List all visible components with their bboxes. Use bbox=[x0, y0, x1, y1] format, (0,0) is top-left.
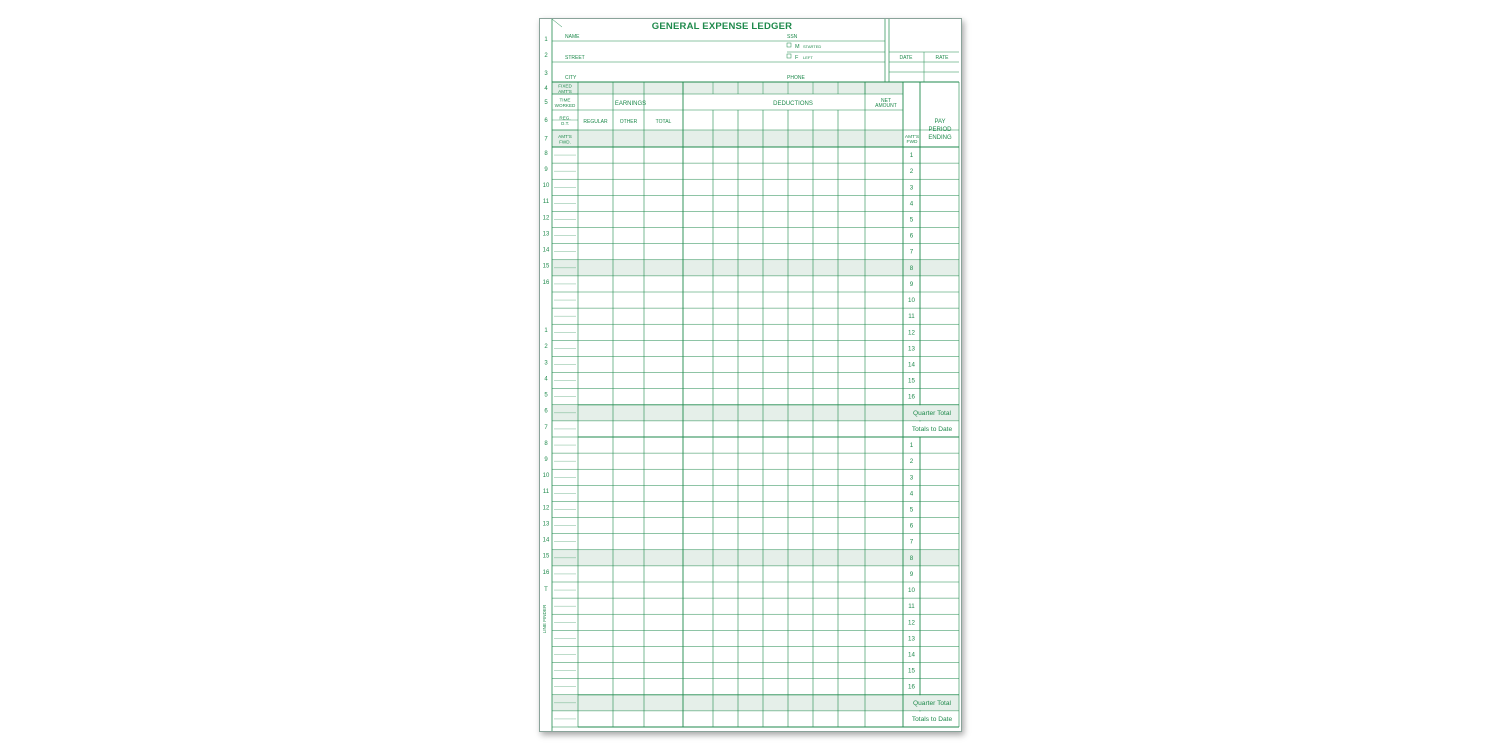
left-row-number: 8 bbox=[544, 440, 548, 447]
right-row-number: 6 bbox=[909, 232, 914, 240]
left-row-number: 10 bbox=[542, 473, 550, 480]
right-row-number: 2 bbox=[909, 168, 914, 176]
left-row-number: 2 bbox=[544, 344, 548, 351]
right-row-number: 11 bbox=[908, 313, 915, 321]
pay-period-header: PERIOD bbox=[928, 127, 952, 133]
pay-period-header: PAY bbox=[934, 119, 946, 125]
amts-fwd-header: AMT'S bbox=[904, 135, 920, 140]
right-row-number: 1 bbox=[909, 442, 914, 450]
right-row-number: 8 bbox=[909, 264, 914, 272]
left-row-number: 3 bbox=[544, 360, 548, 367]
right-row-number: 10 bbox=[908, 297, 915, 305]
right-row-number: 8 bbox=[909, 554, 914, 562]
city-label: CITY bbox=[565, 75, 577, 81]
female-label: F bbox=[795, 55, 799, 61]
left-row-number: 1 bbox=[544, 328, 548, 335]
ledger-sheet bbox=[539, 18, 962, 732]
male-label: M bbox=[795, 44, 800, 50]
name-label: NAME bbox=[565, 34, 580, 40]
form-title: GENERAL EXPENSE LEDGER bbox=[651, 21, 793, 32]
rate-label: RATE bbox=[935, 55, 949, 61]
left-row-number: 12 bbox=[542, 215, 550, 222]
net-amount-header: AMOUNT bbox=[875, 103, 897, 109]
left-row-number: 9 bbox=[544, 456, 548, 463]
right-row-number: 16 bbox=[908, 393, 915, 401]
left-row-number: 12 bbox=[542, 505, 550, 512]
row-label: AMT'S bbox=[558, 134, 572, 139]
checkbox-icon bbox=[787, 43, 791, 47]
right-row-number: 7 bbox=[909, 248, 914, 256]
earnings-header: EARNINGS bbox=[614, 101, 647, 107]
left-row-number: 13 bbox=[542, 521, 550, 528]
left-row-number: 9 bbox=[544, 166, 548, 173]
pay-period-header: ENDING bbox=[928, 135, 952, 141]
left-row-number: 11 bbox=[542, 199, 550, 206]
right-row-number: 6 bbox=[909, 522, 914, 530]
right-row-number: 5 bbox=[909, 216, 914, 224]
header-row-number: 1 bbox=[544, 37, 548, 43]
right-row-number: 2 bbox=[909, 458, 914, 466]
right-row-number: 13 bbox=[908, 345, 915, 353]
right-row-number: 3 bbox=[909, 474, 914, 482]
left-row-number: 15 bbox=[542, 553, 550, 560]
summary-label: Quarter Total bbox=[913, 699, 951, 707]
phone-label: PHONE bbox=[787, 75, 805, 81]
right-row-number: 14 bbox=[908, 361, 915, 369]
row-label: AMT'S bbox=[558, 89, 572, 94]
street-label: STREET bbox=[565, 55, 585, 61]
right-row-number: 13 bbox=[908, 635, 915, 643]
right-row-number: 10 bbox=[908, 587, 915, 595]
left-row-number: 8 bbox=[544, 150, 548, 157]
left-row-number: 14 bbox=[542, 247, 550, 254]
row-label: FWD. bbox=[559, 139, 571, 145]
right-row-number: 9 bbox=[909, 570, 914, 578]
right-row-number: 1 bbox=[909, 152, 914, 160]
amts-fwd-band bbox=[552, 130, 903, 147]
summary-label: Totals to Date bbox=[911, 715, 953, 723]
started-label: STARTED bbox=[803, 44, 822, 49]
row-label: FIXED bbox=[558, 83, 572, 89]
left-row-number: 15 bbox=[542, 263, 550, 270]
deductions-header: DEDUCTIONS bbox=[773, 101, 813, 107]
row-number-5: 5 bbox=[544, 100, 548, 106]
row-label: TIME bbox=[559, 97, 571, 103]
left-label: LEFT bbox=[803, 55, 813, 60]
right-row-number: 9 bbox=[909, 280, 914, 288]
left-row-number: 16 bbox=[542, 279, 550, 286]
right-row-number: 15 bbox=[908, 667, 915, 675]
row-number-6: 6 bbox=[544, 118, 548, 124]
left-row-number: 5 bbox=[544, 392, 548, 399]
left-row-number: 7 bbox=[544, 424, 548, 431]
left-row-number: 14 bbox=[542, 537, 550, 544]
left-row-number: 16 bbox=[542, 569, 550, 576]
row-label: O.T. bbox=[560, 121, 570, 126]
date-label: DATE bbox=[899, 55, 913, 61]
regular-header: REGULAR bbox=[583, 119, 608, 125]
left-row-number: 11 bbox=[542, 489, 550, 496]
right-row-number: 4 bbox=[909, 200, 914, 208]
ssn-label: SSN bbox=[787, 34, 798, 40]
right-row-number: 16 bbox=[908, 683, 915, 691]
net-amount-header: NET bbox=[881, 98, 891, 104]
left-row-number: 4 bbox=[544, 376, 548, 383]
header-row-number: 3 bbox=[544, 71, 548, 77]
left-row-number: 6 bbox=[544, 408, 548, 415]
fixed-amts-band bbox=[552, 82, 903, 94]
row-label: WORKED bbox=[554, 103, 576, 108]
right-row-number: 14 bbox=[908, 651, 915, 659]
line-finder-marker: T bbox=[544, 586, 548, 593]
right-row-number: 4 bbox=[909, 490, 914, 498]
right-row-number: 3 bbox=[909, 184, 914, 192]
other-header: OTHER bbox=[619, 119, 638, 125]
right-row-number: 5 bbox=[909, 506, 914, 514]
row-label: REG. bbox=[559, 115, 571, 121]
right-row-number: 11 bbox=[908, 603, 915, 611]
summary-label: Quarter Total bbox=[913, 409, 951, 417]
right-row-number: 15 bbox=[908, 377, 915, 385]
right-row-number: 12 bbox=[908, 329, 915, 337]
right-row-number: 7 bbox=[909, 538, 914, 546]
row-number-7: 7 bbox=[544, 136, 548, 143]
left-row-number: 13 bbox=[542, 231, 550, 238]
total-header: TOTAL bbox=[655, 119, 672, 125]
header-row-number: 2 bbox=[544, 53, 548, 59]
checkbox-icon bbox=[787, 54, 791, 58]
line-finder-label: LINE FINDER bbox=[542, 604, 547, 634]
left-row-number: 10 bbox=[542, 183, 550, 190]
row-number-4: 4 bbox=[544, 86, 548, 92]
right-row-number: 12 bbox=[908, 619, 915, 627]
ledger-grid bbox=[540, 19, 961, 731]
summary-label: Totals to Date bbox=[911, 425, 953, 433]
amts-fwd-header: FWD bbox=[906, 140, 918, 145]
